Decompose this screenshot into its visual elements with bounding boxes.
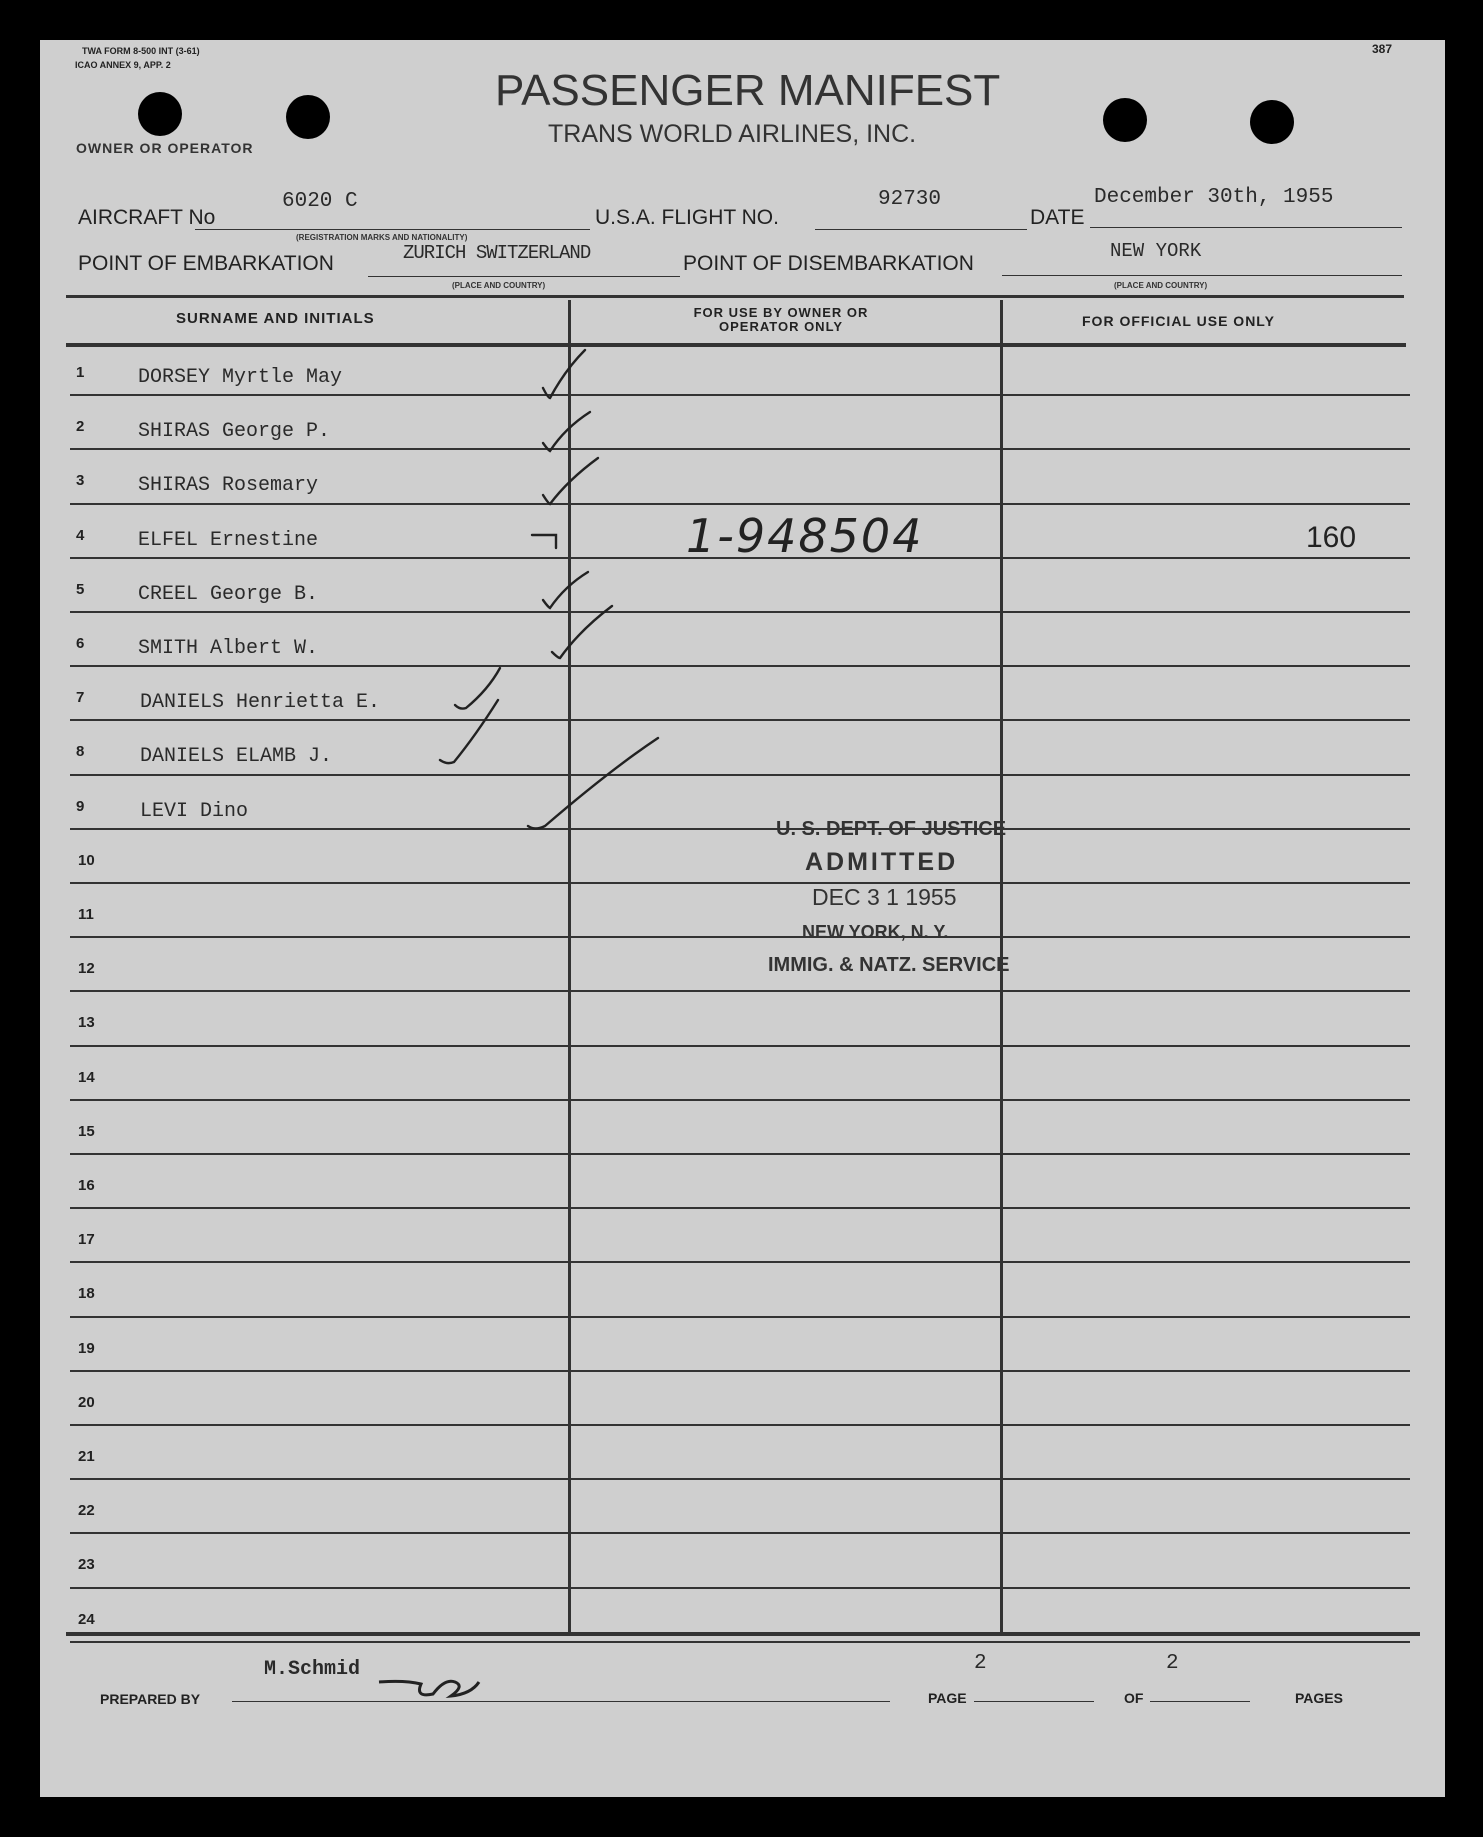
row-number: 23 [78,1556,95,1574]
check-mark-2 [543,412,590,451]
stamp-location: NEW YORK, N. Y. [802,922,949,942]
row-number: 9 [76,797,85,815]
check-mark-1 [543,350,585,398]
pages-label: PAGES [1295,1690,1343,1706]
row-number: 10 [78,851,95,869]
embarkation-label: POINT OF EMBARKATION [78,252,334,275]
passenger-name: SHIRAS Rosemary [138,474,319,498]
row-number: 5 [76,580,85,598]
passenger-name: DANIELS ELAMB J. [140,745,333,769]
aircraft-label: AIRCRAFT No [78,206,216,229]
prepared-by-underline [232,1701,890,1702]
passenger-name: SMITH Albert W. [138,637,319,660]
row-number: 24 [78,1610,95,1628]
column-header-surname: SURNAME AND INITIALS [176,310,375,327]
row-number: 8 [76,743,85,761]
row-number: 1 [76,364,85,381]
stamp-service: IMMIG. & NATZ. SERVICE [768,954,1010,976]
passenger-name: DORSEY Myrtle May [138,366,343,389]
form-code: TWA FORM 8-500 INT (3-61) [82,46,200,56]
stamp-admitted: ADMITTED [805,848,959,876]
owner-use-entry: 1-948504 [686,508,924,563]
date-label: DATE [1030,206,1085,229]
stamp-date: DEC 3 1 1955 [812,884,957,910]
prepared-by-label: PREPARED BY [100,1691,201,1707]
flight-number: 92730 [878,188,942,211]
page-number: 2 [974,1652,987,1675]
airline-name: TRANS WORLD AIRLINES, INC. [548,120,917,148]
check-mark-8 [440,700,498,763]
disembarkation-label: POINT OF DISEMBARKATION [683,252,974,275]
embarkation-sublabel: (PLACE AND COUNTRY) [452,281,546,290]
aircraft-number: 6020 C [282,190,358,213]
total-pages: 2 [1166,1652,1179,1675]
signature-flourish [375,1660,485,1705]
disembarkation-value: NEW YORK [1110,240,1202,262]
passenger-name: ELFEL Ernestine [138,528,319,552]
check-mark-7 [455,668,500,709]
row-number: 17 [78,1231,95,1249]
official-use-entry: 160 [1306,520,1357,554]
row-number: 15 [78,1122,95,1140]
page-underline [974,1701,1094,1702]
disembarkation-sublabel: (PLACE AND COUNTRY) [1114,281,1208,290]
column-header-owner-use: FOR USE BY OWNER OR OPERATOR ONLY [693,305,869,334]
row-number: 22 [78,1502,95,1520]
aircraft-sublabel: (REGISTRATION MARKS AND NATIONALITY) [296,233,468,242]
row-number: 6 [76,635,85,652]
row-number: 18 [78,1285,95,1303]
page-stamp-number: 387 [1372,42,1393,56]
icao-reference: ICAO ANNEX 9, APP. 2 [75,60,171,70]
row-number: 19 [78,1339,95,1357]
table-bottom-rule [66,1632,1420,1636]
passenger-name: DANIELS Henrietta E. [140,691,381,715]
row-number: 13 [78,1014,95,1032]
of-label: OF [1124,1690,1144,1706]
flight-label: U.S.A. FLIGHT NO. [595,206,779,229]
of-underline [1150,1701,1250,1702]
row-number: 11 [78,906,94,923]
prepared-by-value: M.Schmid [264,1658,361,1681]
column-header-official-use: FOR OFFICIAL USE ONLY [1082,313,1275,329]
row-number: 14 [78,1068,95,1086]
row-number: 21 [78,1448,95,1465]
embarkation-value: ZURICH SWITZERLAND [403,242,591,264]
check-mark-9 [528,738,658,829]
check-mark-6 [552,606,612,658]
stamp-dept: U. S. DEPT. OF JUSTICE [776,818,1007,840]
owner-operator-label: OWNER OR OPERATOR [76,140,254,156]
check-mark-3 [543,458,598,504]
row-number: 7 [76,689,85,707]
passenger-name: LEVI Dino [140,799,249,823]
passenger-name: SHIRAS George P. [138,420,331,444]
check-mark-4 [532,535,556,548]
row-number: 12 [78,960,95,978]
passenger-name: CREEL George B. [138,582,319,606]
row-number: 16 [78,1177,95,1194]
row-number: 2 [76,418,85,436]
manifest-title: PASSENGER MANIFEST [495,66,1001,115]
page-label: PAGE [928,1690,967,1706]
row-number: 20 [78,1393,95,1411]
check-mark-5 [543,572,588,608]
row-number: 4 [76,526,85,544]
row-number: 3 [76,472,85,490]
date-value: December 30th, 1955 [1094,186,1334,209]
